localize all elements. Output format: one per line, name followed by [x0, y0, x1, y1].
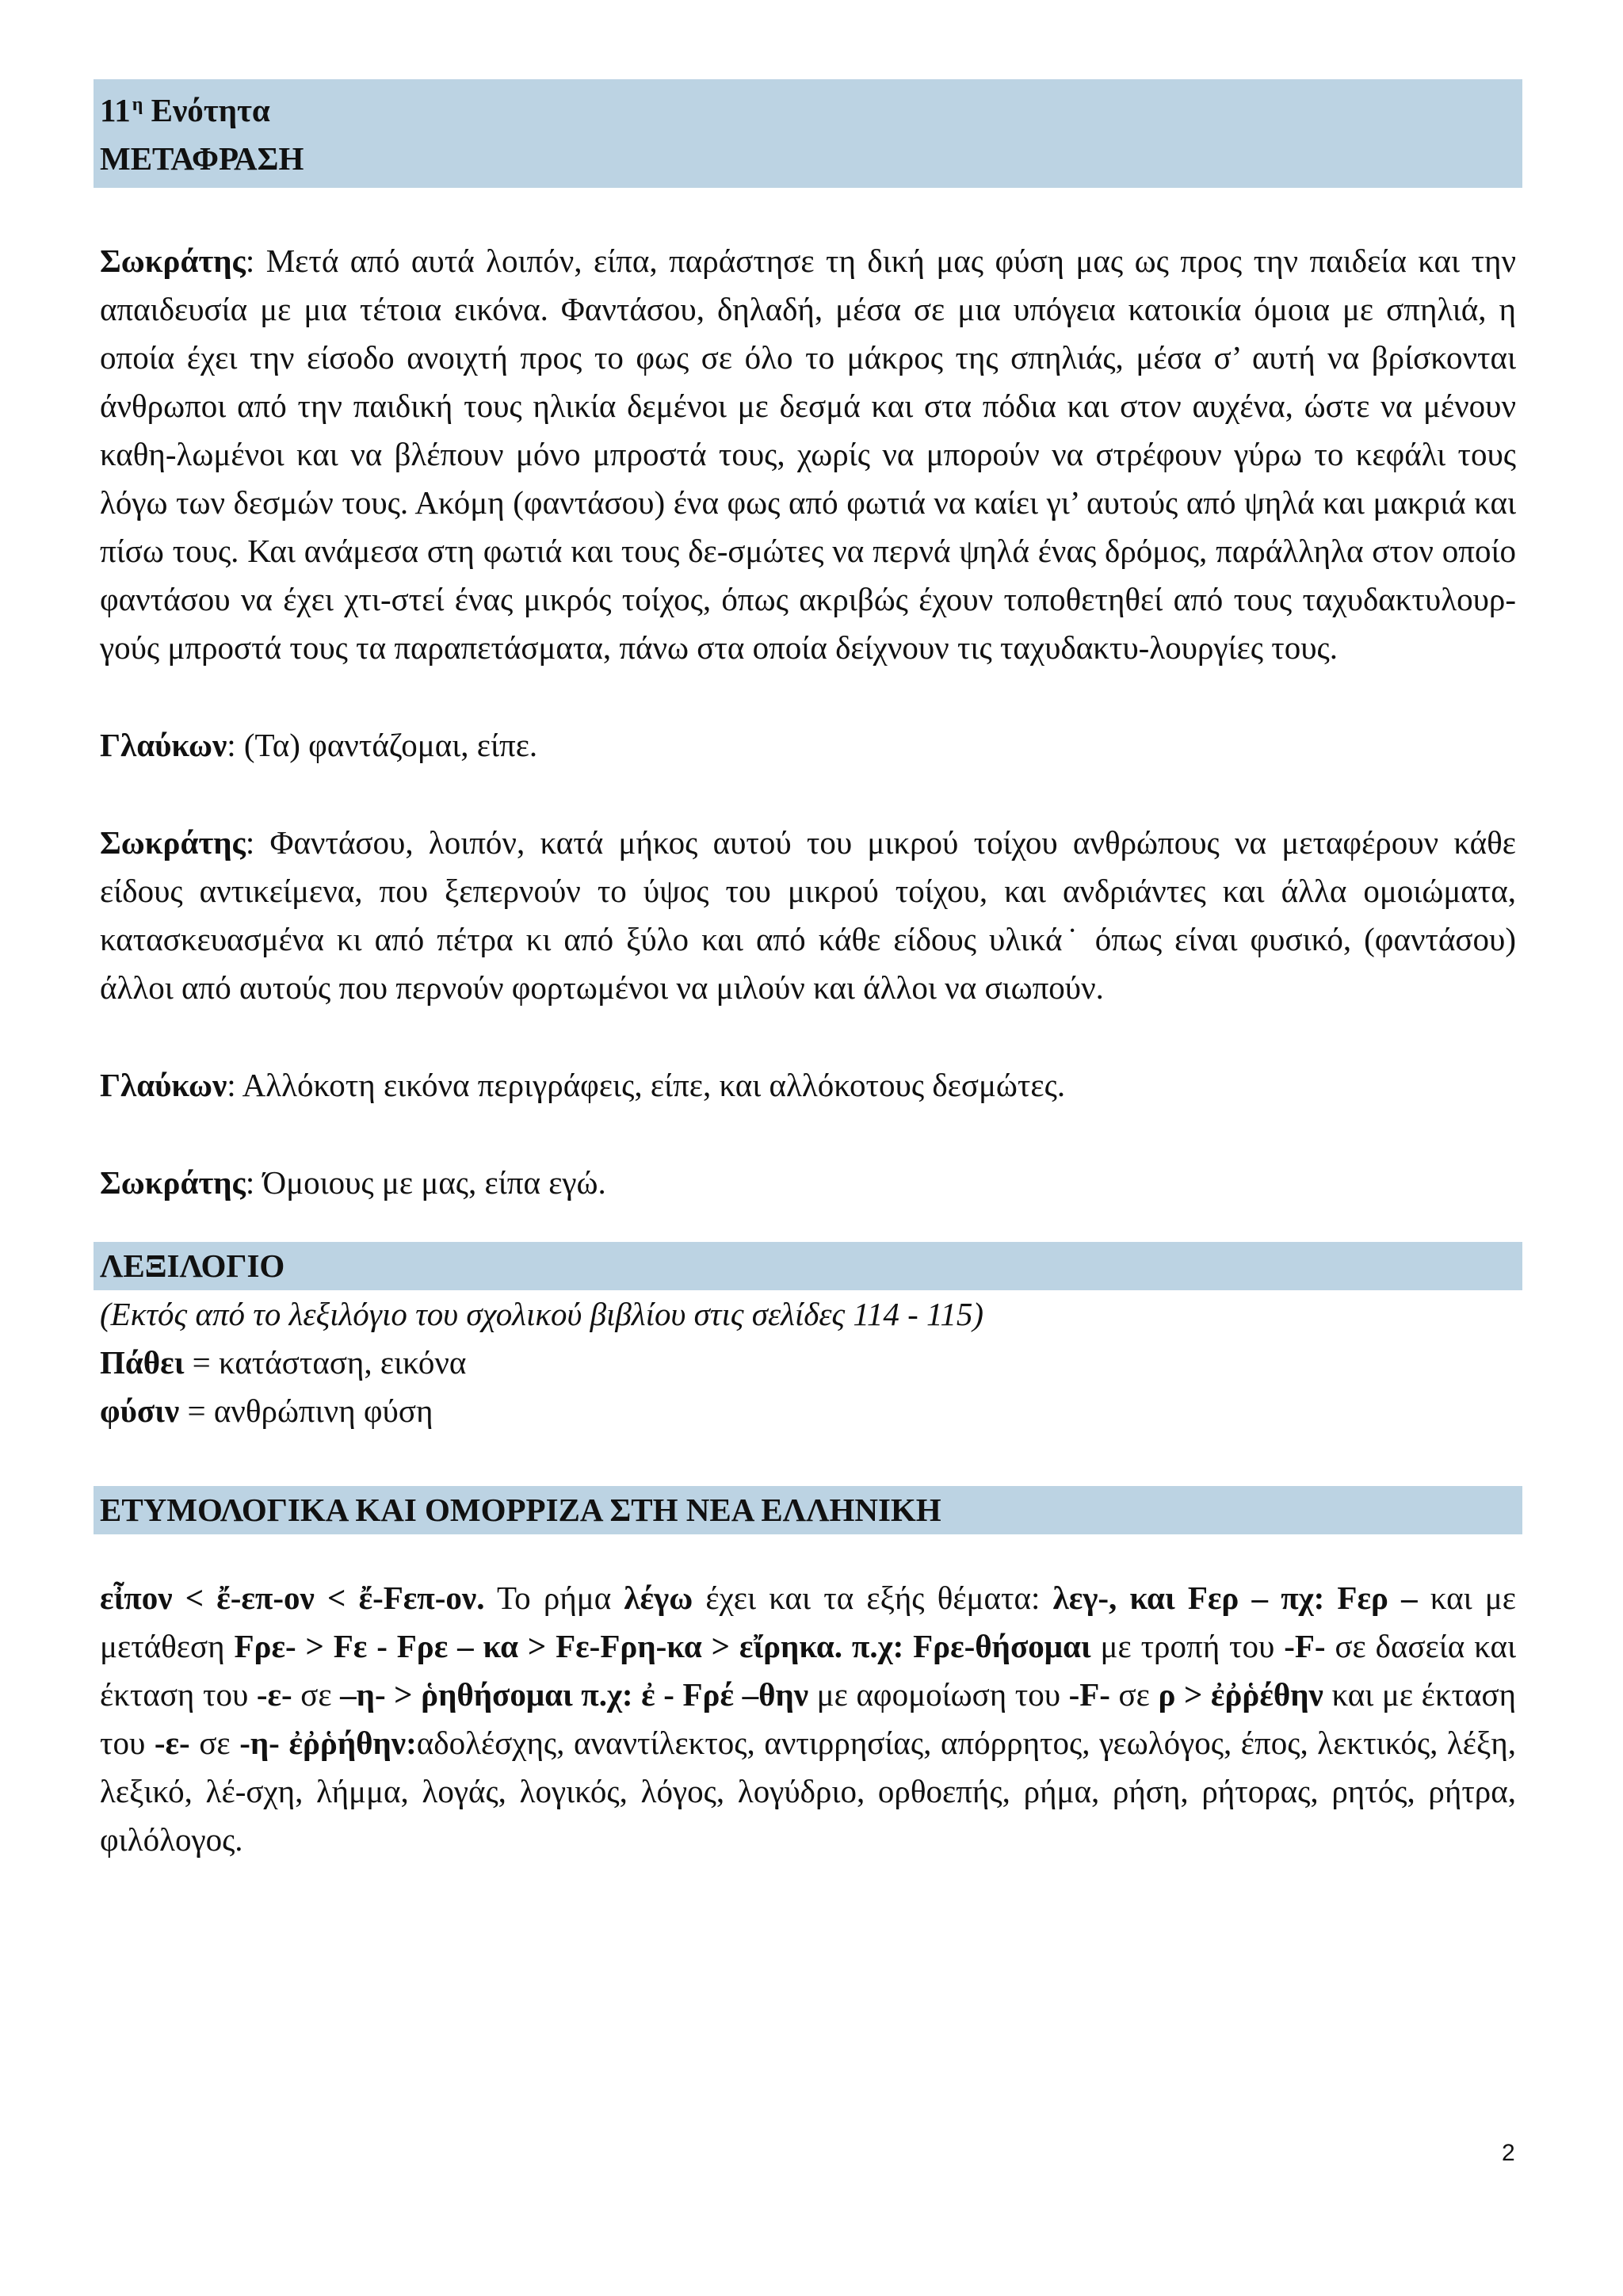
etymology-bold-run: λεγ-, και Fερ – πχ: Fερ – [1052, 1580, 1418, 1616]
etymology-text-run: Το ρήμα [484, 1580, 624, 1616]
speaker-name: Σωκράτης [100, 243, 246, 279]
etymology-heading: ΕΤΥΜΟΛΟΓΙΚΑ ΚΑΙ ΟΜΟΡΡΙΖΑ ΣΤΗ ΝΕΑ ΕΛΛΗΝΙΚΗ [94, 1486, 1522, 1534]
speaker-name: Γλαύκων [100, 727, 227, 763]
etymology-text-run: σε [292, 1676, 341, 1713]
dialogue-text: : (Τα) φαντάζομαι, είπε. [227, 727, 538, 763]
etymology-text-run: και με μετάθεση [100, 1580, 1516, 1664]
etymology-text-run: σε [189, 1725, 240, 1761]
speaker-name: Γλαύκων [100, 1067, 227, 1103]
translation-heading: ΜΕΤΑΦΡΑΣΗ [100, 140, 304, 177]
vocabulary-note: (Εκτός από το λεξιλόγιο του σχολικού βιβλίου στις σελίδες 114 - 115) [100, 1296, 984, 1332]
speaker-name: Σωκράτης [100, 824, 246, 861]
etymology-text-run: σε δασεία και έκταση του [100, 1628, 1516, 1713]
vocabulary-entry [94, 1339, 1522, 1387]
speaker-name: Σωκράτης [100, 1164, 246, 1201]
dialogue-paragraph [94, 1159, 1522, 1207]
etymology-text-run: με τροπή του [1090, 1628, 1285, 1664]
etymology-bold-run: –η- > ῥηθήσομαι π.χ: ἐ - Fρέ –θην [340, 1676, 809, 1713]
vocabulary-term: φύσιν [100, 1392, 180, 1429]
etymology-text-run: σε [1109, 1676, 1159, 1713]
etymology-bold-run: εἶπον < ἔ-επ-ον < ἔ-Fεπ-ον. [100, 1580, 485, 1616]
dialogue-text: : Φαντάσου, λοιπόν, κατά μήκος αυτού του μικρού τοίχου ανθρώπους να μεταφέρουν κάθε είδους αντικείμενα, που ξεπερνούν το ύψος του μικρού τοίχου, και ανδριάντες και άλλα ομοιώματα, κατασκευασμένα κι από πέτρα κι από ξύλο και από κάθε είδους υλικά˙ όπως είναι φυσικό, (φαντάσου) άλλοι από αυτούς που περνούν φορτωμένοι να μιλούν και άλλοι να σιωπούν. [100, 824, 1516, 1006]
dialogue-text: : Μετά από αυτά λοιπόν, είπα, παράστησε τη δική μας φύση μας ως προς την παιδεία και την απαιδευσία με μια τέτοια εικόνα. Φαντάσου, δηλαδή, μέσα σε μια υπόγεια κατοικία όμοια με σπηλιά, η οποία έχει την είσοδο ανοιχτή προς το φως σε όλο το μάκρος της σπηλιάς, μέσα σ’ αυτή να βρίσκονται άνθρωποι από την παιδική τους ηλικία δεμένοι με δεσμά και στα πόδια και στον αυχένα, ώστε να μένουν καθη-λωμένοι και να βλέπουν μόνο μπροστά τους, χωρίς να μπορούν να στρέφουν γύρω το κεφάλι τους λόγω των δεσμών τους. Ακόμη (φαντάσου) ένα φως από φωτιά να καίει γι’ αυτούς από ψηλά και μακριά και πίσω τους. Και ανάμεσα στη φωτιά και τους δε-σμώτες να περνά ψηλά ένας δρόμος, παράλληλα στον οποίο φαντάσου να έχει χτι-στεί ένας μικρός τοίχος, όπως ακριβώς έχουν τοποθετηθεί από τους ταχυδακτυλουρ-γούς μπροστά τους τα παραπετάσματα, πάνω στα οποία δείχνουν τις ταχυδακτυ-λουργίες τους. [100, 243, 1516, 666]
etymology-text-run: αδολέσχης, αναντίλεκτος, αντιρρησίας, απόρρητος, γεωλόγος, έπος, λεκτικός, λέξη, λεξικό, λέ-σχη, λήμμα, λογάς, λογικός, λόγος, λογύδριο, ορθοεπής, ρήμα, ρήση, ρήτορας, ρητός, ρήτρα, φιλόλογος. [100, 1725, 1516, 1858]
dialogue-paragraph [94, 819, 1522, 1012]
vocabulary-definition: = ανθρώπινη φύση [179, 1392, 433, 1429]
dialogue-text: : Αλλόκοτη εικόνα περιγράφεις, είπε, και αλλόκοτους δεσμώτες. [227, 1067, 1066, 1103]
vocabulary-definition: = κατάσταση, εικόνα [184, 1344, 467, 1381]
vocabulary-heading: ΛΕΞΙΛΟΓΙΟ [94, 1242, 1522, 1290]
etymology-bold-run: λέγω [624, 1580, 693, 1616]
dialogue-paragraph [94, 1061, 1522, 1110]
etymology-text-run: έχει και τα εξής θέματα: [693, 1580, 1053, 1616]
dialogue-text: : Όμοιους με μας, είπα εγώ. [245, 1164, 606, 1201]
etymology-bold-run: ρ > ἐῤῥέθην [1158, 1676, 1323, 1713]
vocabulary-term: Πάθει [100, 1344, 185, 1381]
etymology-bold-run: -F- [1284, 1628, 1326, 1664]
dialogue-paragraph [94, 237, 1522, 672]
etymology-text-run: και με έκταση του [100, 1676, 1517, 1761]
etymology-bold-run: -ε- [256, 1676, 292, 1713]
unit-title [100, 81, 1516, 135]
etymology-bold-run: Fρε- > Fε - Fρε – κα > Fε-Fρη-κα > εἴρηκα. π.χ: Fρε-θήσομαι [234, 1628, 1091, 1664]
etymology-text-run: με αφομοίωση του [808, 1676, 1069, 1713]
etymology-bold-run: -ε- [154, 1725, 190, 1761]
unit-header-banner [94, 79, 1522, 188]
etymology-paragraph [94, 1574, 1522, 1864]
document-page [94, 79, 1522, 1864]
vocabulary-entry [94, 1387, 1522, 1435]
unit-word: Ενότητα [151, 92, 270, 128]
unit-number: 11 [100, 92, 131, 128]
page-number: 2 [1502, 2140, 1515, 2166]
etymology-bold-run: -F- [1068, 1676, 1110, 1713]
dialogue-paragraph [94, 721, 1522, 770]
unit-number-suffix: η [132, 94, 143, 115]
etymology-bold-run: -η- ἐῤῥήθην: [239, 1725, 417, 1761]
